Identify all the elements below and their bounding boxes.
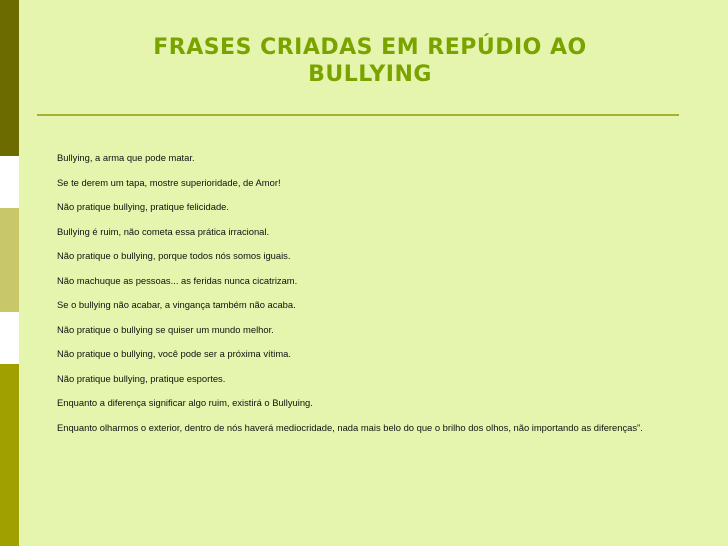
phrase-item: Se te derem um tapa, mostre superioridade, de Amor! xyxy=(57,176,281,188)
sidebar-block-white xyxy=(0,312,19,364)
phrase-item: Não pratique o bullying se quiser um mundo melhor. xyxy=(57,323,274,335)
phrase-item: Não pratique o bullying, porque todos nós somos iguais. xyxy=(57,250,291,261)
sidebar-block-light xyxy=(0,208,19,312)
phrase-item: Não pratique bullying, pratique felicidade. xyxy=(57,201,229,212)
phrase-item: Não pratique bullying, pratique esportes. xyxy=(57,372,226,384)
sidebar-block-dark xyxy=(0,0,19,156)
phrase-item: Bullying é ruim, não cometa essa prática irracional. xyxy=(57,225,270,237)
phrase-item: Não machuque as pessoas... as feridas nunca cicatrizam. xyxy=(57,274,298,286)
slide-title: FRASES CRIADAS EM REPÚDIO AO BULLYING xyxy=(153,35,587,87)
phrase-item: Se o bullying não acabar, a vingança também não acaba. xyxy=(57,299,296,310)
phrase-list xyxy=(57,151,657,434)
phrase-item: Enquanto a diferença significar algo ruim, existirá o Bullyuing. xyxy=(57,397,313,408)
phrase-item: Bullying, a arma que pode matar. xyxy=(57,152,195,163)
phrase-item: Não pratique o bullying, você pode ser a próxima vítima. xyxy=(57,348,291,359)
sidebar-block-white xyxy=(0,156,19,208)
decorative-sidebar xyxy=(0,0,19,546)
phrase-item: Enquanto olharmos o exterior, dentro de nós haverá mediocridade, nada mais belo do que o brilho dos olhos, não importando as diferenças”. xyxy=(57,421,643,433)
sidebar-block-olive xyxy=(0,364,19,546)
title-divider xyxy=(37,114,679,116)
